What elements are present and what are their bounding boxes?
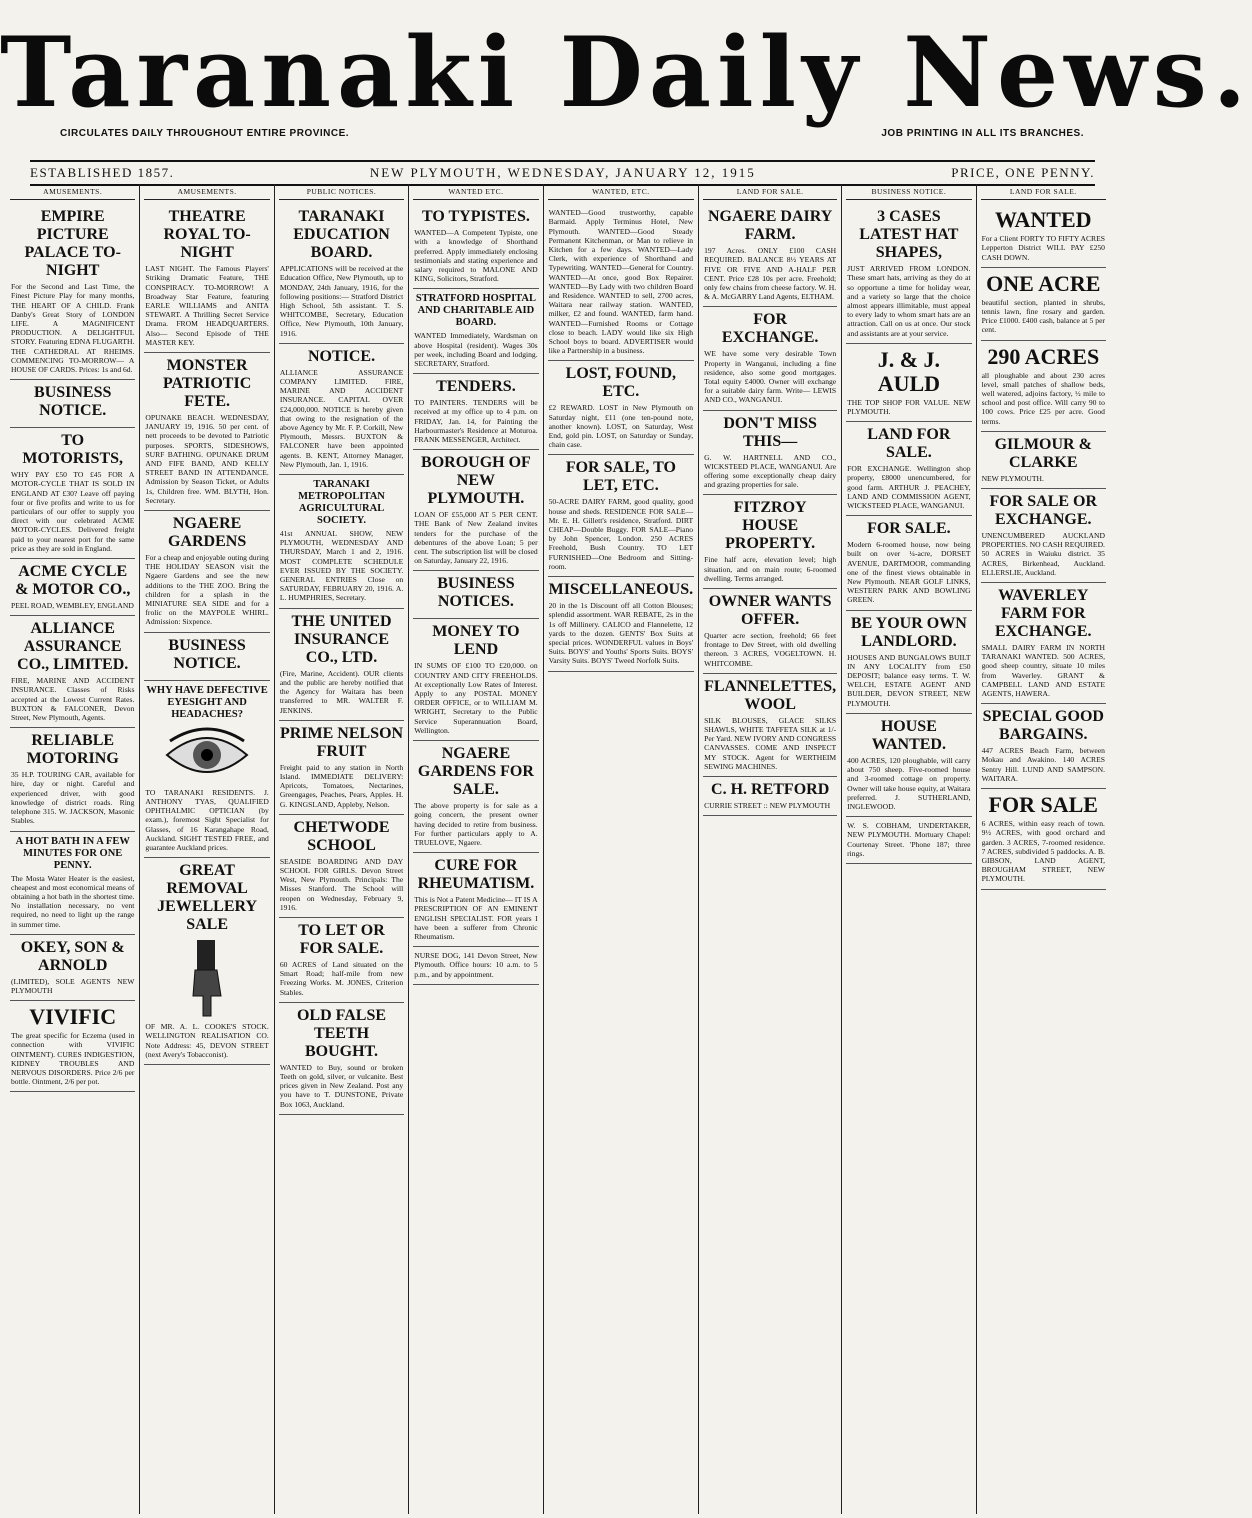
advertisement-body: SEASIDE BOARDING AND DAY SCHOOL FOR GIRLS. Devon Street West, New Plymouth. Principals: The Misses Stanford. The School will reopen on Wednesday, February 9, 1916. [279, 856, 404, 912]
advertisement-title: WAVERLEY FARM FOR EXCHANGE. [995, 587, 1092, 641]
advertisement-body: LOAN OF £55,000 AT 5 PER CENT. THE Bank of New Zealand invites tenders for the purchase of the debentures of the above Loan; 5 per cent. The subscription list will be closed on Saturday, January 22, 1916. [414, 510, 538, 566]
advertisement [548, 204, 694, 361]
advertisement [10, 380, 135, 428]
advertisement-body: 6 ACRES, within easy reach of town. 9½ ACRES, with good orchard and garden. 3 ACRES, 7-roomed residence. 7 ACRES, subdivided 5 paddocks. A. B. GIBSON, LAND AGENT, BROUGHAM STREET, NEW PLYMOUTH. [981, 819, 1105, 884]
advertisement-title: MONEY TO LEND [432, 623, 520, 659]
advertisement-body: beautiful section, planted in shrubs, tennis lawn, fine rosary and garden. Price £1000. £400 cash, balance at 5 per cent. [981, 297, 1105, 335]
advertisement-body: PEEL ROAD, WEMBLEY, ENGLAND [11, 601, 134, 611]
columns-container [6, 184, 1110, 1514]
advertisement-title: BE YOUR OWN LANDLORD. [850, 614, 967, 650]
advertisement [981, 704, 1106, 789]
column-1 [6, 184, 140, 1514]
column-heading: WANTED, ETC. [548, 184, 694, 200]
advertisement [144, 511, 269, 633]
advertisement-body: Freight paid to any station in North Island. IMMEDIATE DELIVERY: Apricots, Tomatoes, Nectarines, Greengages, Peaches, Pears, Apples. H. G. KINGSLAND, Appleby, Nelson. [279, 762, 404, 809]
advertisement-title: NGAERE GARDENS FOR SALE. [417, 745, 534, 799]
advertisement-title: LAND FOR SALE. [867, 426, 951, 462]
established-label: ESTABLISHED 1857. [30, 165, 175, 180]
advertisement [10, 559, 135, 616]
advertisement-title: TENDERS. [436, 378, 516, 396]
advertisement-title: CHETWODE SCHOOL [293, 818, 390, 854]
masthead [0, 16, 1252, 130]
advertisement [703, 307, 837, 410]
advertisement-title: NOTICE. [307, 347, 376, 365]
advertisement-title: FOR SALE [988, 792, 1098, 818]
advertisement [279, 475, 404, 609]
advertisement-title: OKEY, SON & ARNOLD [20, 938, 125, 974]
advertisement [10, 935, 135, 1001]
advertisement-title: TO TYPISTES. [421, 208, 530, 226]
advertisement [548, 577, 694, 671]
advertisement-title: GILMOUR & CLARKE [994, 435, 1092, 471]
advertisement [703, 589, 837, 674]
advertisement-title: DON'T MISS THIS— [723, 414, 817, 450]
column-heading: PUBLIC NOTICES. [279, 184, 404, 200]
advertisement-body: LAST NIGHT. The Famous Players' Striking Dramatic Feature, THE CONSPIRACY. TO-MORROW! A Broadway Star Feature, featuring EARLE WILLIAMS and ANITA STEWART. A Thrilling Secret Service Drama. FROM HEADQUARTERS. Also— Second Episode of THE MASTER KEY. [145, 264, 269, 347]
advertisement [144, 681, 269, 858]
advertisement [279, 1003, 404, 1115]
advertisement-body: For the Second and Last Time, the Finest Picture Play for many months, THE HEART OF A CHILD. Frank Danby's Great Story of LONDON LIFE. A MAGNIFICENT PRODUCTION. A DELIGHTFUL STORY. Featuring EDNA FLUGARTH. THE CATHEDRAL AT RHEIMS. COMMENCING TO-MORROW— A HOUSE OF CARDS. Prices: 1s and 6d. [11, 282, 135, 375]
advertisement [846, 817, 971, 864]
advertisement-title: EMPIRE PICTURE PALACE TO-NIGHT [24, 208, 121, 280]
advertisement-body: JUST ARRIVED FROM LONDON. These smart hats, arriving as they do at so opportune a time for holiday wear, and a variety so large that the choice almost appears illimitable, must appeal to every lady to whom smart hats are an attraction. Call on us at once. Our stock and assistants are at your service. [847, 264, 971, 338]
advertisement-body: This is Not a Patent Medicine— IT IS A PRESCRIPTION OF AN EMINENT ENGLISH SPECIALIST. FOR years I have been a sufferer from Chronic Rheumatism. [414, 895, 538, 941]
advertisement [144, 204, 269, 353]
column-4 [409, 184, 543, 1514]
advertisement-title: THE UNITED INSURANCE CO., LTD. [291, 612, 392, 666]
advertisement [279, 721, 404, 815]
column-7 [842, 184, 976, 1514]
advertisement [846, 344, 971, 422]
advertisement-title: SPECIAL GOOD BARGAINS. [982, 708, 1104, 744]
place-date: NEW PLYMOUTH, WEDNESDAY, JANUARY 12, 1915 [369, 165, 756, 180]
advertisement-title: OWNER WANTS OFFER. [708, 593, 832, 629]
advertisement [144, 633, 269, 681]
dateline-bar [30, 160, 1095, 186]
advertisement [413, 741, 538, 853]
advertisement-body: For a cheap and enjoyable outing during THE HOLIDAY SEASON visit the Ngaere Gardens and see the new additions to the THE ZOO. Bring the children for a splash in the MINIATURE SEA SIDE and for a frolic on the MAYPOLE WHIRL. Admission: Sixpence. [145, 553, 269, 627]
advertisement-body: UNENCUMBERED AUCKLAND PROPERTIES. NO CASH REQUIRED. 50 ACRES in Waiuku district. 35 ACRES, Birkenhead, Auckland. ELLERSLIE, Auckland. [981, 531, 1105, 577]
advertisement-title: 290 ACRES [987, 343, 1100, 369]
advertisement-body: W. S. COBHAM, UNDERTAKER, NEW PLYMOUTH. Mortuary Chapel: Courtenay Street. 'Phone 187; three rings. [847, 821, 971, 858]
advertisement-title: GREAT REMOVAL JEWELLERY SALE [157, 862, 258, 934]
advertisement [413, 619, 538, 741]
advertisement-body: ALLIANCE ASSURANCE COMPANY LIMITED. FIRE, MARINE AND ACCIDENT INSURANCE. CAPITAL OVER £24,000,000. NOTICE is hereby given that owing to the resignation of the above Agency by Mr. F. P. Corkill, New Plymouth, Messrs. BUXTON & FALCONER have been appointed agents. B. KENT, Attorney Manager, New Plymouth, Jan. 1, 1916. [279, 367, 404, 469]
advertisement-body: all ploughable and about 230 acres level, small patches of shallow beds, well watered, adjoins factory, ½ mile to school and post office. Will carry 90 to 100 cows. Price £25 per acre. Good terms. [981, 370, 1105, 426]
advertisement-title: HOUSE WANTED. [871, 717, 946, 753]
advertisement [703, 411, 837, 496]
advertisement [144, 353, 269, 511]
advertisement [981, 341, 1106, 432]
column-heading: AMUSEMENTS. [144, 184, 269, 200]
advertisement-title: NGAERE GARDENS [167, 515, 247, 551]
advertisement-title: FOR SALE, TO LET, ETC. [565, 459, 676, 495]
advertisement-body: NURSE DOG, 141 Devon Street, New Plymouth. Office hours: 10 a.m. to 5 p.m., and by appointment. [414, 951, 538, 979]
advertisement-title: FOR SALE. [867, 520, 951, 538]
advertisement [413, 289, 538, 374]
advertisement-body: HOUSES AND BUNGALOWS BUILT IN ANY LOCALITY from £50 DEPOSIT; balance easy terms. T. W. WELCH, ESTATE AGENT AND BUILDER, DEVON STREET, NEW PLYMOUTH. [847, 652, 971, 708]
advertisement-body: FIRE, MARINE AND ACCIDENT INSURANCE. Classes of Risks accepted at the Lowest Current Rates. BUXTON & FALCONER, Devon Street, New Plymouth, Agents. [11, 676, 135, 723]
column-heading: AMUSEMENTS. [10, 184, 135, 200]
advertisement-title: TO LET OR FOR SALE. [298, 921, 385, 957]
advertisement-title: FITZROY HOUSE PROPERTY. [725, 499, 816, 553]
column-5 [544, 184, 699, 1514]
advertisement [846, 714, 971, 817]
advertisement-body: NEW PLYMOUTH. [981, 473, 1044, 483]
advertisement-body: (LIMITED), SOLE AGENTS NEW PLYMOUTH [11, 976, 135, 995]
advertisement-title: CURE FOR RHEUMATISM. [417, 857, 535, 893]
column-heading: LAND FOR SALE. [703, 184, 837, 200]
advertisement-title: FOR SALE OR EXCHANGE. [989, 493, 1098, 529]
advertisement [279, 344, 404, 475]
advertisement [703, 204, 837, 307]
column-heading: LAND FOR SALE. [981, 184, 1106, 200]
advertisement [413, 947, 538, 985]
advertisement [10, 616, 135, 728]
column-3 [275, 184, 409, 1514]
advertisement [279, 609, 404, 721]
advertisement-title: ALLIANCE ASSURANCE CO., LIMITED. [17, 620, 129, 674]
advertisement [279, 815, 404, 918]
advertisement-body: Fine half acre, elevation level; high situation, and on main route; 6-roomed dwelling. Terms arranged. [704, 555, 837, 583]
advertisement-body: TO TARANAKI RESIDENTS. J. ANTHONY TYAS, QUALIFIED OPHTHALMIC OPTICIAN (by exam.), foremost Sight Specialist for Glasses, of 16 Karangahape Road, Auckland. SIGHT TESTED FREE, and guarantee Auckland prices. [145, 787, 269, 852]
advertisement-title: MISCELLANEOUS. [548, 581, 694, 599]
advertisement-body: SILK BLOUSES, GLACE SILKS SHAWLS, WHITE TAFFETA SILK at 1/- Per Yard. NEW IVORY AND CONGRESS CANVASSES. COME AND INSPECT MY STOCK. Agent for WERTHEIM SEWING MACHINES. [704, 715, 837, 771]
advertisement-title: BOROUGH OF NEW PLYMOUTH. [421, 454, 531, 508]
advertisement [846, 516, 971, 610]
column-heading: WANTED ETC. [413, 184, 538, 200]
advertisement [846, 611, 971, 714]
advertisement-body: 20 in the 1s Discount off all Cotton Blouses; splendid assortment. WAR REBATE, 2s in the 1s off Millinery. CALICO and Flannelette, 12 yards to the dozen. GENTS' Box Suits at special prices. WONDERFUL values in Boys' Suits. BOYS' and Youths' Sports Suits. BOYS' Varsity Suits. BOYS' Tweed Norfolk Suits. [548, 601, 694, 666]
advertisement-body: 197 Acres. ONLY £100 CASH REQUIRED. BALANCE 8½ YEARS AT FIVE OR FIVE AND A-HALF PER CENT. Price £28 10s per acre. Freehold; only few chains from cheese factory. W. H. & A. McGARRY Land Agents, ELTHAM. [704, 246, 837, 302]
advertisement-body: WE have some very desirable Town Property in Wanganui, including a fine residence, also some good mortgages. Total equity £4000. Owner will exchange for a suitable dairy farm. Write— LEWIS AND CO., WANGANUI. [704, 349, 837, 405]
advertisement-title: VIVIFIC [29, 1004, 117, 1030]
advertisement-title: TO MOTORISTS, [22, 432, 124, 468]
advertisement-body: The great specific for Eczema (used in connection with VIVIFIC OINTMENT). CURES INDIGESTION, KIDNEY TROUBLES AND NERVOUS DISORDERS. Price 2/6 per bottle. Ointment, 2/6 per pot. [11, 1031, 135, 1087]
circulation-tagline: CIRCULATES DAILY THROUGHOUT ENTIRE PROVINCE. [60, 128, 350, 139]
advertisement-title: J. & J. AULD [877, 346, 941, 396]
advertisement-title: BUSINESS NOTICE. [34, 384, 112, 420]
advertisement [10, 728, 135, 831]
advertisement [144, 858, 269, 1065]
advertisement-body: IN SUMS OF £100 TO £20,000. on COUNTRY AND CITY FREEHOLDS. At exceptionally Low Rates of Interest. Apply to any POSTAL MONEY ORDER OFFICE, or to WILLIAM M. WRIGHT, Secretary to the Public Service Superannuation Board, Wellington. [414, 661, 538, 735]
advertisement-title: BUSINESS NOTICES. [437, 575, 515, 611]
advertisement-title: THEATRE ROYAL TO-NIGHT [163, 208, 251, 262]
advertisement-title: NGAERE DAIRY FARM. [707, 208, 833, 244]
advertisement-body: WANTED to Buy, sound or broken Teeth on gold, silver, or vulcanite. Best prices given in New Zealand. Post any you have to T. DUNSTONE, Private Box 1063, Auckland. [279, 1062, 404, 1109]
advertisement-body: OPUNAKE BEACH. WEDNESDAY, JANUARY 19, 1916. 50 per cent. of nett proceeds to be devoted to Patriotic purposes. SPORTS, SIDESHOWS, SURF BATHING. OPUNAKE DRUM AND FIFE BAND, AND KELLY STREET BAND IN ATTENDANCE. Admission by Season Ticket, or Adults 1s, Children free. WM. BLYTH, Hon. Secretary. [145, 413, 269, 505]
advertisement [10, 204, 135, 380]
advertisement-body: 447 ACRES Beach Farm, between Mokau and Awakino. 140 ACRES Sentry Hill. LUND AND SAMPSON. WAITARA. [981, 746, 1105, 783]
advertisement-body: The above property is for sale as a going concern, the present owner having decided to retire from business. For further particulars apply to A. TRUELOVE, Ngaere. [414, 801, 538, 847]
advertisement-title: BUSINESS NOTICE. [168, 636, 246, 672]
pointing-hand-icon [177, 938, 237, 1018]
advertisement-title: ACME CYCLE & MOTOR CO., [15, 563, 131, 599]
advertisement [981, 268, 1106, 341]
advertisement [846, 204, 971, 344]
advertisement-body: WANTED Immediately, Wardsman on above Hospital (resident). Wages 30s per week, including Board and lodging. SECRETARY, Stratford. [414, 331, 538, 369]
advertisement-body: CURRIE STREET :: NEW PLYMOUTH [704, 801, 831, 811]
advertisement-title: WANTED [994, 207, 1092, 233]
eye-illustration-icon [162, 727, 252, 782]
advertisement-body: FOR EXCHANGE. Wellington shop property, £8000 unencumbered, for good farm. ARTHUR J. PEACHEY, LAND AND COMMISSION AGENT, WICKSTEED PLACE, WANGANUI. [847, 464, 971, 511]
advertisement-title: WHY HAVE DEFECTIVE EYESIGHT AND HEADACHES? [146, 684, 268, 720]
advertisement-title: C. H. RETFORD [711, 781, 830, 799]
advertisement-body: For a Client FORTY TO FIFTY ACRES Lepperton District WILL PAY £250 CASH DOWN. [981, 234, 1105, 262]
advertisement-title: TARANAKI EDUCATION BOARD. [293, 208, 390, 262]
advertisement-body: SMALL DAIRY FARM IN NORTH TARANAKI WANTED. 500 ACRES, good sheep country, situate 10 miles from Waverley. GRANT & CAMPBELL LAND AND ESTATE AGENTS, HAWERA. [981, 643, 1105, 699]
advertisement-body: £2 REWARD. LOST in New Plymouth on Saturday night, £11 (one ten-pound note, another known). LOST, on Saturday, West End, gold pin. LOST, on Saturday or Sunday, chain case. [548, 403, 694, 450]
advertisement-body: Quarter acre section, freehold; 66 feet frontage to Dev Street, with old dwelling thereon. 3 ACRES, VOGELTOWN. H. WHITCOMBE. [704, 631, 837, 668]
advertisement [548, 361, 694, 455]
price-label: PRICE, ONE PENNY. [951, 165, 1095, 180]
advertisement [279, 204, 404, 344]
newspaper-title: Taranaki Daily News. [0, 16, 1252, 129]
advertisement-title: TARANAKI METROPOLITAN AGRICULTURAL SOCIETY. [298, 479, 385, 527]
column-heading: BUSINESS NOTICE. [846, 184, 971, 200]
advertisement-body: 50-ACRE DAIRY FARM, good quality, good house and sheds. RESIDENCE FOR SALE—Mr. E. H. Gillett's residence, Stratford. DIRT CHEAP—Double Buggy. FOR SALE—Piano by John Spencer, London. 250 ACRES Freehold, Bush Country. TO LET FURNISHED—One Bedroom and Sitting-room. [548, 497, 694, 571]
advertisement-body: WHY PAY £50 TO £45 FOR A MOTOR-CYCLE THAT IS SOLD IN ENGLAND AT £30? Leave off paying four or five profits and write to us for particulars of our offer to supply you direct with our celebrated ACME MOTOR-CYCLES. Delivered freight paid to your nearest port for the same price as they are sold in England. [11, 470, 135, 553]
advertisement [981, 204, 1106, 268]
advertisement [703, 777, 837, 816]
advertisement-title: STRATFORD HOSPITAL AND CHARITABLE AID BOARD. [415, 293, 536, 329]
column-2 [140, 184, 274, 1514]
advertisement-body: Modern 6-roomed house, now being built on over ¼-acre, DORSET AVENUE, DARTMOOR, commanding one of the finest views obtainable in New Plymouth. NEAR GOLF LINKS, WESTERN PARK AND BOWLING GREEN. [847, 540, 971, 605]
advertisement-body: 41st ANNUAL SHOW, NEW PLYMOUTH, WEDNESDAY AND THURSDAY, March 1 and 2, 1916. MOST COMPLETE SCHEDULE EVER ISSUED BY THE SOCIETY. GENERAL ENTRIES Close on SATURDAY, FEBRUARY 20, 1916. A. L. HUMPHRIES, Secretary. [279, 529, 404, 603]
advertisement [981, 789, 1106, 889]
advertisement-title: LOST, FOUND, ETC. [565, 365, 677, 401]
advertisement [413, 204, 538, 289]
advertisement-body: WANTED—Good trustworthy, capable Barmaid. Apply Terminus Hotel, New Plymouth. WANTED—Good Steady Permanent Kitchenman, or Man to relieve in Kitchen for a few days. WANTED—Lady Clerk, with experience of Shorthand and Typewriting. WANTED—General for Country. WANTED—At once, good Box Repairer. WANTED—By Lady with two children Board and Residence. WANTED to sell, 2700 acres, Waitara near railway station. WANTED, milker, £2 and found. WANTED, farm hand. WANTED—Furnished Rooms or Cottage close to beach. LADY would like six High School boys to board. ADVERTISER would like a Partnership in a business. [548, 208, 694, 356]
advertisement [981, 489, 1106, 583]
advertisement-body: WANTED—A Competent Typiste, one with a knowledge of Shorthand preferred. Apply immediately enclosing testimonials and stating experience and salary required to MALONE AND KING, Solicitors, Stratford. [414, 228, 538, 284]
advertisement [10, 832, 135, 935]
advertisement-body: 35 H.P. TOURING CAR, available for hire, day or night. Careful and experienced driver, with good knowledge of district roads. Ring telephone 315. W. JACKSON, Masonic Stables. [11, 770, 135, 826]
job-printing-tagline: JOB PRINTING IN ALL ITS BRANCHES. [881, 128, 1084, 139]
advertisement-title: FLANNELETTES, WOOL [704, 677, 837, 713]
advertisement [413, 374, 538, 450]
advertisement [413, 853, 538, 947]
advertisement-body: G. W. HARTNELL AND CO., WICKSTEED PLACE, WANGANUI. Are offering some exceptionally cheap dairy and grazing properties for sale. [704, 452, 837, 490]
column-8 [977, 184, 1110, 1514]
advertisement [846, 422, 971, 516]
advertisement-title: 3 CASES LATEST HAT SHAPES, [859, 208, 959, 262]
advertisement-body: 400 ACRES, 120 ploughable, will carry about 750 sheep. Five-roomed house and 3-roomed cottage on property. Owner will take house equity, at Waitara preferred. J. SUTHERLAND, INGLEWOOD. [847, 755, 971, 811]
advertisement-body: THE TOP SHOP FOR VALUE. NEW PLYMOUTH. [847, 397, 971, 417]
advertisement-body: TO PAINTERS. TENDERS will be received at my office up to 4 p.m. on FRIDAY, Jan. 14, for Painting the Harbourmaster's Residence at Moturoa. FRANK MESSENGER, Architect. [414, 398, 538, 445]
advertisement [279, 918, 404, 1003]
advertisement [413, 571, 538, 619]
advertisement-title: FOR EXCHANGE. [721, 311, 819, 347]
advertisement-body: (Fire, Marine, Accident). OUR clients and the public are hereby notified that the Agency for Waitara has been transferred to MR. WALTER F. JENKINS. [279, 668, 404, 715]
advertisement-title: OLD FALSE TEETH BOUGHT. [296, 1006, 387, 1060]
advertisement-title: RELIABLE MOTORING [26, 732, 119, 768]
advertisement [703, 674, 837, 777]
advertisement-body: APPLICATIONS will be received at the Education Office, New Plymouth, up to MONDAY, 24th January, 1916, for the following positions:— Stratford District High School, 5th assistant. T. S. WHITCOMBE, Secretary, Education Office, New Plymouth, 10th January, 1916. [279, 264, 404, 338]
advertisement [981, 583, 1106, 704]
advertisement-title: PRIME NELSON FRUIT [279, 724, 404, 760]
advertisement-title: MONSTER PATRIOTIC FETE. [162, 357, 252, 411]
advertisement-title: ONE ACRE [986, 270, 1101, 296]
advertisement [548, 455, 694, 577]
advertisement-body: OF MR. A. L. COOKE'S STOCK. WELLINGTON REALISATION CO. Note Address: 45, DEVON STREET (next Avery's Tobacconist). [145, 1022, 269, 1059]
advertisement [413, 450, 538, 571]
advertisement-body: The Mosta Water Heater is the easiest, cheapest and most economical means of obtaining a hot bath in the shortest time. No installation necessary, no vent required, no need to light up the range in summer time. [11, 873, 135, 929]
column-6 [699, 184, 842, 1514]
advertisement [981, 432, 1106, 489]
advertisement [703, 495, 837, 589]
advertisement [10, 428, 135, 559]
advertisement [10, 1001, 135, 1092]
advertisement-body: 60 ACRES of Land situated on the Smart Road; half-mile from new Freezing Works. M. JONES, Criterion Stables. [279, 959, 404, 997]
advertisement-title: A HOT BATH IN A FEW MINUTES FOR ONE PENNY. [15, 835, 130, 871]
